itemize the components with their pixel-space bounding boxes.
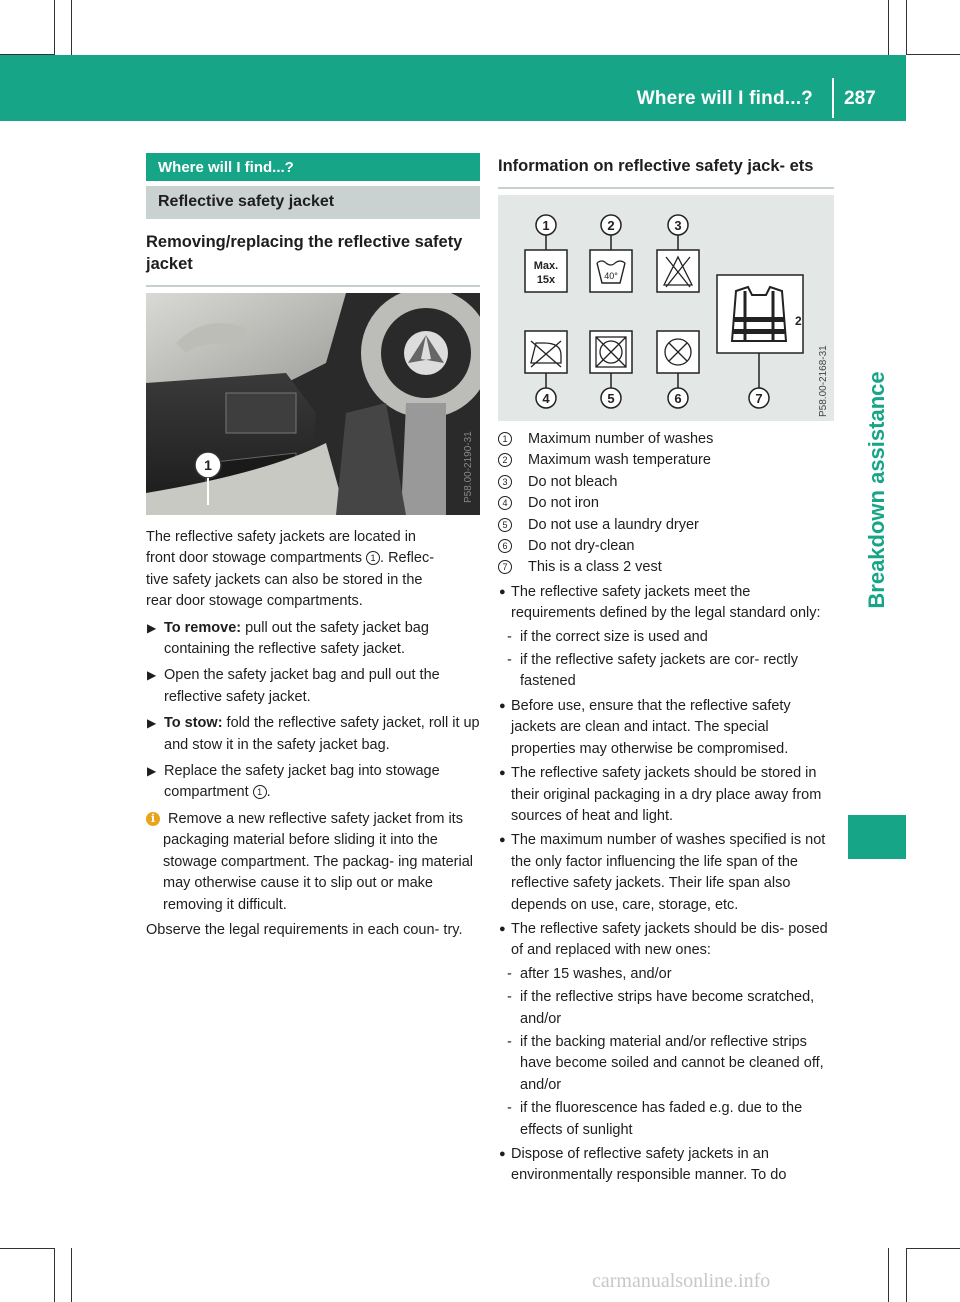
figure-number: 6: [674, 391, 682, 406]
step-item: ▶ To stow: fold the reflective safety jacket, roll it up and stow it in the safety jacket bag.: [147, 715, 480, 753]
page-number: 287: [844, 88, 876, 109]
care-symbols-figure: [498, 195, 834, 421]
care-symbols-illustration: [498, 195, 834, 421]
bullet-item: ● Dispose of reflective safety jackets in an environmentally responsible manner. To do: [499, 1146, 787, 1184]
crop-mark: [71, 1248, 72, 1302]
legend-item: 5 Do not use a laundry dryer: [498, 515, 834, 536]
dash-item: - if the correct size is used and: [507, 628, 708, 645]
crop-mark: [906, 54, 960, 55]
legend-item: 1 Maximum number of washes: [498, 429, 834, 450]
left-column: [146, 153, 480, 941]
section-heading: Removing/replacing the reflective safety jacket: [146, 233, 463, 273]
figure-number: 1: [542, 218, 550, 233]
dash-item: - if the reflective safety jackets are cor- rectly fastened: [507, 652, 799, 690]
wash-temp: 40°: [604, 271, 618, 281]
max-count: 15x: [536, 274, 556, 286]
subsection-bar: Reflective safety jacket: [146, 186, 480, 219]
crop-mark: [54, 1248, 55, 1302]
callout-icon: 1: [253, 785, 267, 799]
dash-item: - after 15 washes, and/or: [507, 965, 672, 982]
max-label: Max.: [533, 260, 559, 272]
crop-mark: [906, 1248, 960, 1249]
side-tab-marker: [848, 815, 906, 859]
legend-item: 7 This is a class 2 vest: [498, 557, 834, 578]
legend-item: 6 Do not dry-clean: [498, 536, 834, 557]
legend-item: 2 Maximum wash temperature: [498, 450, 834, 471]
door-illustration: [146, 293, 480, 515]
photo-code: P58.00-2190-31: [463, 431, 474, 503]
figure-number: 4: [542, 391, 550, 406]
figure-code: P58.00-2168-31: [818, 345, 829, 417]
crop-mark: [906, 1248, 907, 1302]
step-item: ▶ Open the safety jacket bag and pull out the reflective safety jacket.: [147, 667, 440, 705]
closing-paragraph: Observe the legal requirements in each coun- try.: [146, 921, 463, 938]
legend-list: [498, 429, 834, 579]
section-heading: Information on reflective safety jack- ets: [498, 157, 814, 175]
figure-number: 5: [607, 391, 615, 406]
right-column: [498, 155, 834, 1187]
bullet-item: ● The reflective safety jackets should be stored in their original packaging in a dry place away from sources of heat and light.: [499, 765, 822, 824]
info-icon: i: [146, 812, 160, 826]
heading-rule: [498, 187, 834, 189]
arrow-icon: ▶: [147, 716, 157, 731]
bullet-item: ● The maximum number of washes specified is not the only factor influencing the life span of the reflective safety jackets. Their life span also depends on use, care, storage, etc.: [499, 832, 826, 913]
section-bar: Where will I find...?: [146, 153, 480, 181]
side-tab-label: Breakdown assistance: [864, 371, 889, 609]
dash-item: - if the reflective strips have become scratched, and/or: [507, 989, 815, 1027]
legend-item: 3 Do not bleach: [498, 472, 834, 493]
dash-item: - if the fluorescence has faded e.g. due to the effects of sunlight: [507, 1100, 803, 1138]
crop-mark: [0, 1248, 54, 1249]
bullet-item: ● The reflective safety jackets should be dis- posed of and replaced with new ones:: [499, 920, 828, 959]
legend-item: 4 Do not iron: [498, 493, 834, 514]
figure-number: 3: [674, 218, 682, 233]
header-title: Where will I find...?: [636, 88, 813, 109]
step-item: ▶ Replace the safety jacket bag into stowage compartment 1 .: [147, 763, 440, 801]
header-separator: [832, 78, 834, 118]
callout-icon: 1: [366, 551, 380, 565]
figure-number: 7: [755, 391, 763, 406]
crop-mark: [888, 0, 889, 55]
intro-paragraph: The reflective safety jackets are located in front door stowage compartments 1 . Reflec- tive safety jackets can also be stored in the rear door stowage compartments.: [146, 529, 435, 610]
figure-number: 2: [607, 218, 615, 233]
watermark[interactable]: carmanualsonline.info: [592, 1270, 771, 1292]
info-note: i Remove a new reflective safety jacket from its packaging material before sliding it into the stowage compartment. The packag- ing material may otherwise cause it to slip out or make removing it difficult.: [146, 809, 480, 916]
door-photo: [146, 293, 480, 515]
vest-class: 2: [795, 314, 802, 328]
step-item: ▶ To remove: pull out the safety jacket bag containing the reflective safety jacket.: [147, 619, 429, 658]
crop-mark: [888, 1248, 889, 1302]
arrow-icon: ▶: [147, 620, 157, 635]
crop-mark: [906, 0, 907, 55]
bullet-item: ● The reflective safety jackets meet the requirements defined by the legal standard only:: [499, 583, 821, 622]
heading-rule: [146, 285, 480, 287]
arrow-icon: ▶: [147, 668, 157, 683]
crop-mark: [71, 0, 72, 55]
photo-callout: 1: [204, 457, 212, 473]
arrow-icon: ▶: [147, 764, 157, 779]
dash-item: - if the backing material and/or reflective strips have become soiled and cannot be cleaned off, and/or: [507, 1033, 824, 1093]
bullet-item: ● Before use, ensure that the reflective safety jackets are clean and intact. The special properties may otherwise be compromised.: [499, 697, 791, 757]
crop-mark: [54, 0, 55, 55]
